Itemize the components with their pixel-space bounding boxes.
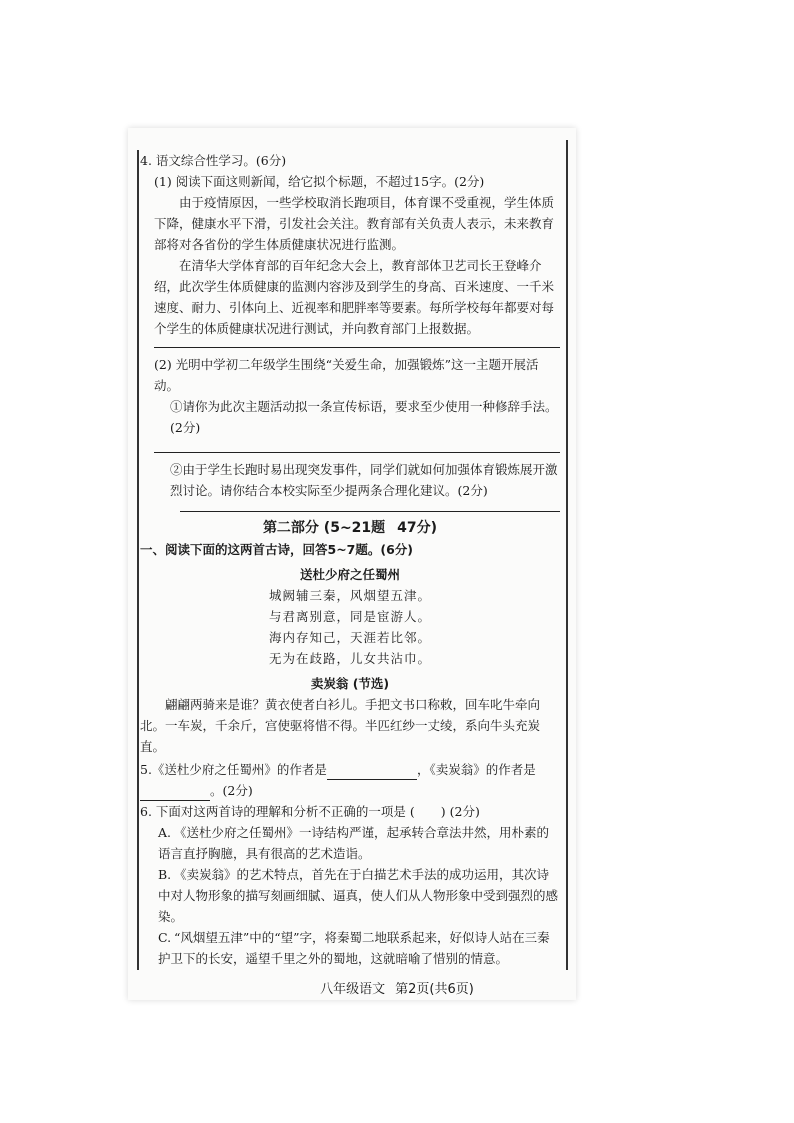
question-5-part-1: 5.《送杜少府之任蜀州》的作者是: [140, 762, 327, 777]
news-paragraph-1: 由于疫情原因，一些学校取消长跑项目，体育课不受重视，学生体质下降，健康水平下滑，引发社会关注。教育部有关负责人表示，未来教育部将对各省份的学生体质健康状况进行监测。: [154, 195, 555, 252]
question-4-2-item-2: ②由于学生长跑时易出现突发事件，同学们就如何加强体育锻炼展开激烈讨论。请你结合本校实际至少提两条合理化建议。(2分): [170, 462, 558, 498]
question-4-2-item-1: ①请你为此次主题活动拟一条宣传标语，要求至少使用一种修辞手法。(2分): [170, 399, 558, 435]
footer-subject: 八年级语文: [320, 982, 386, 997]
page-footer: [0, 978, 794, 997]
option-label: C.: [158, 930, 172, 945]
question-4-1-prompt: (1) 阅读下面这则新闻，给它拟个标题，不超过15字。(2分): [154, 174, 485, 189]
part-2-title: [140, 518, 560, 539]
poem-2-text: 翩翩两骑来是谁？黄衣使者白衫儿。手把文书口称敕，回车叱牛牵向北。一车炭，千余斤，宫使驱将惜不得。半匹红纱一丈绫，系向牛头充炭直。: [140, 697, 541, 754]
poem-1-line: 无为在歧路，儿女共沾巾。: [268, 651, 431, 666]
answer-line-1[interactable]: [154, 347, 560, 348]
question-5: [140, 759, 560, 801]
option-text: 《送杜少府之任蜀州》一诗结构严谨，起承转合章法井然，用朴素的语言直抒胸臆，具有很高的艺术造诣。: [158, 825, 550, 861]
answer-line-2[interactable]: [154, 452, 560, 453]
part-2-score: 47分): [397, 520, 438, 536]
poem-2-title: 卖炭翁 (节选): [310, 676, 390, 691]
option-label: B.: [158, 867, 172, 882]
answer-blank-author-1[interactable]: [327, 765, 417, 780]
left-margin-line: [137, 150, 139, 970]
question-4-title: 4. 语文综合性学习。(6分): [140, 153, 287, 168]
answer-line-3[interactable]: [180, 511, 560, 512]
poem-1-line: 海内存知己，天涯若比邻。: [268, 630, 431, 645]
news-paragraph-2: 在清华大学体育部的百年纪念大会上，教育部体卫艺司长王登峰介绍，此次学生体质健康的监测内容涉及到学生的身高、百米速度、一千米速度、耐力、引体向上、近视率和肥胖率等要素。每所学校每年都要对每个学生的体质健康状况进行测试，并向教育部门上报数据。: [154, 258, 555, 336]
question-6: [140, 801, 560, 822]
question-5-part-3: 。(2分): [210, 783, 253, 798]
question-5-part-2: ，《卖炭翁》的作者是: [416, 762, 536, 777]
poem-1-title: 送杜少府之任蜀州: [299, 567, 400, 582]
option-label: A.: [158, 825, 172, 840]
poem-1-line: 与君离别意，同是宦游人。: [268, 609, 431, 624]
answer-blank-author-2[interactable]: [140, 786, 210, 801]
question-6-stem: 6. 下面对这两首诗的理解和分析不正确的一项是 (: [140, 804, 415, 819]
option-text: “风烟望五津”中的“望”字，将秦蜀二地联系起来，好似诗人站在三秦护卫下的长安，遥望千里之外的蜀地，这就暗喻了惜别的情意。: [158, 930, 550, 966]
question-6-stem-end: ) (2分): [440, 804, 480, 819]
poem-1-line: 城阙辅三秦，风烟望五津。: [268, 588, 431, 603]
right-margin-line: [566, 140, 568, 970]
option-a: [140, 822, 560, 864]
question-4-2-prompt: (2) 光明中学初二年级学生围绕“关爱生命，加强锻炼”这一主题开展活动。: [154, 357, 539, 393]
exam-content: [140, 150, 560, 969]
section-1-heading: 一、阅读下面的这两首古诗，回答5~7题。(6分): [140, 542, 413, 557]
option-b: [140, 864, 560, 927]
option-text: 《卖炭翁》的艺术特点，首先在于白描艺术手法的成功运用，其次诗中对人物形象的描写刻画细腻、逼真，使人们从人物形象中受到强烈的感染。: [158, 867, 559, 924]
footer-page-number: 第2页(共6页): [395, 982, 474, 997]
option-c: [140, 927, 560, 969]
part-2-title-text: 第二部分 (5~21题: [262, 520, 386, 536]
